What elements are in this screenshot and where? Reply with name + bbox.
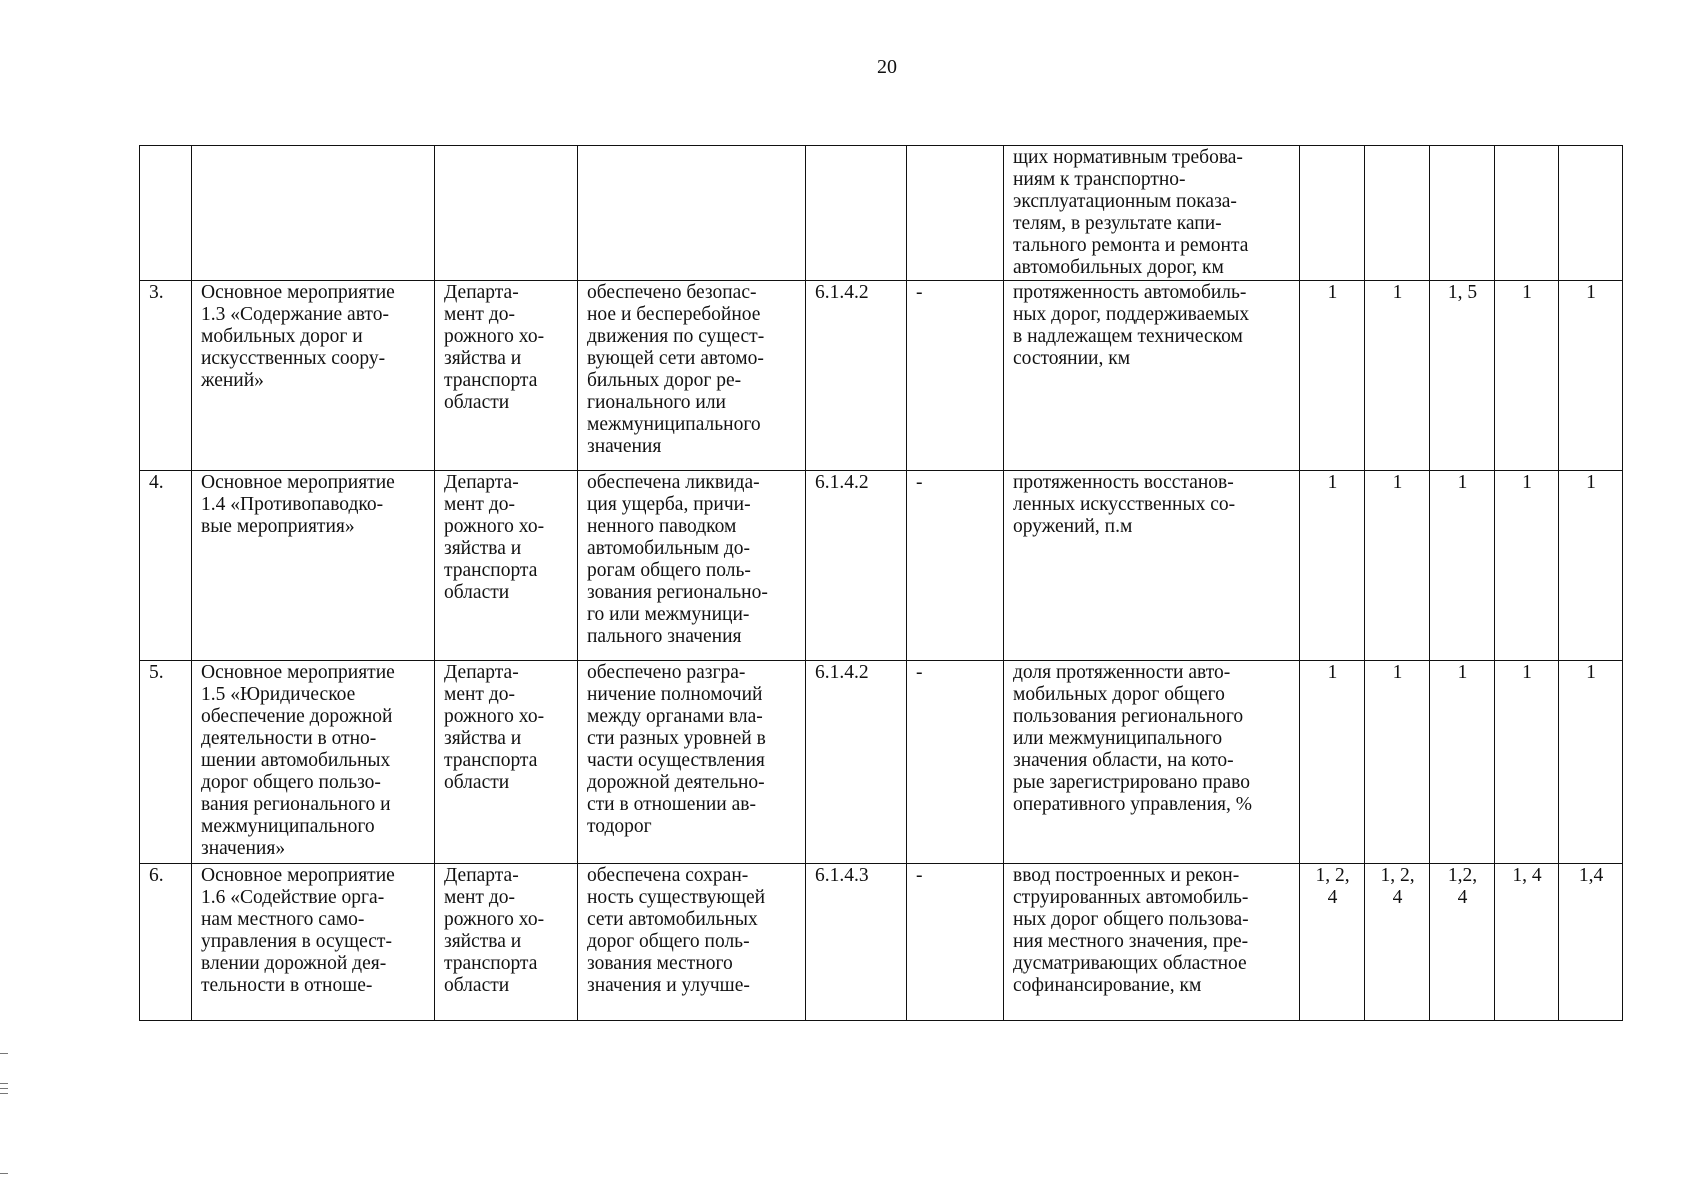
cell-num bbox=[140, 661, 192, 864]
dash-text: - bbox=[916, 282, 923, 303]
cell-value bbox=[1300, 281, 1365, 471]
event-line: мобильных дорог и bbox=[201, 326, 363, 347]
executor-line: области bbox=[444, 392, 510, 413]
indicator-line: или межмуниципального bbox=[1013, 728, 1223, 749]
cell-value bbox=[1300, 146, 1365, 281]
cell-value bbox=[1365, 146, 1430, 281]
dash-text: - bbox=[916, 472, 923, 493]
event-line: влении дорожной дея- bbox=[201, 953, 387, 974]
cell-value bbox=[1430, 281, 1495, 471]
cell-executor bbox=[435, 864, 578, 1021]
cell-value bbox=[1430, 146, 1495, 281]
cell-indicator bbox=[1004, 281, 1300, 471]
event-line: 1.3 «Содержание авто- bbox=[201, 304, 389, 325]
value-line: 1,2, bbox=[1447, 865, 1478, 886]
executor-line: области bbox=[444, 582, 510, 603]
value-line: 1, 2, bbox=[1315, 865, 1350, 886]
executor-line: Департа- bbox=[444, 282, 519, 303]
cell-value bbox=[1559, 146, 1623, 281]
value-line: 1, 4 bbox=[1512, 865, 1542, 886]
event-line: значения» bbox=[201, 838, 286, 859]
indicator-line: струированных автомобиль- bbox=[1013, 887, 1249, 908]
event-line: обеспечение дорожной bbox=[201, 706, 393, 727]
dash-text: - bbox=[916, 662, 923, 683]
cell-result bbox=[578, 661, 806, 864]
cell-indicator bbox=[1004, 864, 1300, 1021]
event-line: Основное мероприятие bbox=[201, 472, 395, 493]
executor-line: рожного хо- bbox=[444, 706, 545, 727]
value-line: 1, 5 bbox=[1447, 282, 1478, 303]
cell-value bbox=[1300, 864, 1365, 1021]
cell-value bbox=[1430, 661, 1495, 864]
cell-event bbox=[192, 146, 435, 281]
cell-value bbox=[1430, 864, 1495, 1021]
table-row-continuation bbox=[140, 146, 1623, 281]
cell-executor bbox=[435, 661, 578, 864]
cell-dash bbox=[907, 146, 1004, 281]
table-row bbox=[140, 471, 1623, 661]
indicator-line: дусматривающих областное bbox=[1013, 953, 1247, 974]
result-line: пального значения bbox=[587, 626, 742, 647]
value-line: 1, 2, bbox=[1380, 865, 1415, 886]
indicator-line: эксплуатационным показа- bbox=[1013, 191, 1237, 212]
event-line: Основное мероприятие bbox=[201, 865, 395, 886]
executor-line: Департа- bbox=[444, 865, 519, 886]
event-line: жений» bbox=[201, 370, 264, 391]
margin-mark bbox=[0, 1088, 8, 1089]
value-line: 1 bbox=[1392, 282, 1403, 303]
cell-code bbox=[806, 864, 907, 1021]
value-line: 1,4 bbox=[1578, 865, 1604, 886]
indicator-line: доля протяженности авто- bbox=[1013, 662, 1231, 683]
event-line: 1.6 «Содействие орга- bbox=[201, 887, 385, 908]
cell-num bbox=[140, 864, 192, 1021]
event-line: тельности в отноше- bbox=[201, 975, 373, 996]
cell-executor bbox=[435, 146, 578, 281]
code-text: 6.1.4.2 bbox=[815, 472, 869, 493]
event-line: 1.5 «Юридическое bbox=[201, 684, 356, 705]
indicator-line: мобильных дорог общего bbox=[1013, 684, 1225, 705]
event-line: Основное мероприятие bbox=[201, 282, 395, 303]
result-line: ничение полномочий bbox=[587, 684, 763, 705]
indicator-line: протяженность автомобиль- bbox=[1013, 282, 1247, 303]
indicator-line: ленных искусственных со- bbox=[1013, 494, 1236, 515]
value-line: 1 bbox=[1586, 282, 1596, 303]
indicator-line: оперативного управления, % bbox=[1013, 794, 1252, 815]
executor-line: рожного хо- bbox=[444, 516, 545, 537]
result-line: сети автомобильных bbox=[587, 909, 758, 930]
margin-mark bbox=[0, 1173, 8, 1174]
result-line: сти в отношении ав- bbox=[587, 794, 756, 815]
table-row bbox=[140, 661, 1623, 864]
result-line: гионального или bbox=[587, 392, 726, 413]
result-line: части осуществления bbox=[587, 750, 765, 771]
table-row bbox=[140, 281, 1623, 471]
value-line: 1 bbox=[1522, 662, 1532, 683]
margin-mark bbox=[0, 1093, 8, 1094]
dash-text: - bbox=[916, 865, 923, 886]
value-line: 1 bbox=[1327, 662, 1338, 683]
result-line: ное и бесперебойное bbox=[587, 304, 761, 325]
cell-code bbox=[806, 661, 907, 864]
cell-value bbox=[1559, 864, 1623, 1021]
cell-dash bbox=[907, 281, 1004, 471]
cell-event bbox=[192, 471, 435, 661]
cell-value bbox=[1365, 864, 1430, 1021]
result-line: го или межмуници- bbox=[587, 604, 750, 625]
executor-line: транспорта bbox=[444, 560, 538, 581]
result-line: зования местного bbox=[587, 953, 733, 974]
cell-value bbox=[1559, 281, 1623, 471]
result-line: ность существующей bbox=[587, 887, 766, 908]
cell-code bbox=[806, 471, 907, 661]
cell-result bbox=[578, 864, 806, 1021]
executor-line: зяйства и bbox=[444, 348, 522, 369]
row-number: 6. bbox=[149, 865, 164, 886]
event-line: нам местного само- bbox=[201, 909, 365, 930]
event-line: деятельности в отно- bbox=[201, 728, 377, 749]
executor-line: рожного хо- bbox=[444, 909, 545, 930]
row-number: 5. bbox=[149, 662, 164, 683]
indicator-line: пользования регионального bbox=[1013, 706, 1244, 727]
indicator-line: щих нормативным требова- bbox=[1013, 147, 1243, 168]
page-number: 20 bbox=[877, 56, 897, 78]
value-line: 1 bbox=[1522, 282, 1532, 303]
code-text: 6.1.4.3 bbox=[815, 865, 869, 886]
cell-executor bbox=[435, 281, 578, 471]
executor-line: мент до- bbox=[444, 304, 515, 325]
value-line: 4 bbox=[1392, 887, 1403, 908]
code-text: 6.1.4.2 bbox=[815, 662, 869, 683]
indicator-line: ных дорог общего пользова- bbox=[1013, 909, 1249, 930]
cell-value bbox=[1495, 281, 1559, 471]
event-line: 1.4 «Противопаводко- bbox=[201, 494, 384, 515]
indicator-line: состоянии, км bbox=[1013, 348, 1131, 369]
table-row bbox=[140, 864, 1623, 1021]
cell-dash bbox=[907, 864, 1004, 1021]
result-line: обеспечена сохран- bbox=[587, 865, 749, 886]
indicator-line: автомобильных дорог, км bbox=[1013, 257, 1224, 278]
cell-dash bbox=[907, 661, 1004, 864]
cell-result bbox=[578, 471, 806, 661]
result-line: межмуниципального bbox=[587, 414, 761, 435]
cell-result bbox=[578, 281, 806, 471]
executor-line: мент до- bbox=[444, 887, 515, 908]
result-line: сти разных уровней в bbox=[587, 728, 766, 749]
result-line: между органами вла- bbox=[587, 706, 763, 727]
executor-line: рожного хо- bbox=[444, 326, 545, 347]
cell-num bbox=[140, 146, 192, 281]
cell-value bbox=[1300, 471, 1365, 661]
row-number: 4. bbox=[149, 472, 164, 493]
executor-line: зяйства и bbox=[444, 728, 522, 749]
cell-code bbox=[806, 146, 907, 281]
value-line: 1 bbox=[1457, 662, 1468, 683]
result-line: значения и улучше- bbox=[587, 975, 750, 996]
event-line: вые мероприятия» bbox=[201, 516, 355, 537]
result-line: бильных дорог ре- bbox=[587, 370, 742, 391]
value-line: 1 bbox=[1392, 472, 1403, 493]
margin-mark bbox=[0, 1083, 8, 1084]
value-line: 1 bbox=[1586, 662, 1596, 683]
result-line: обеспечена ликвида- bbox=[587, 472, 760, 493]
cell-num bbox=[140, 471, 192, 661]
cell-indicator bbox=[1004, 661, 1300, 864]
executor-line: зяйства и bbox=[444, 538, 522, 559]
result-line: дорожной деятельно- bbox=[587, 772, 765, 793]
executor-line: области bbox=[444, 772, 510, 793]
cell-code bbox=[806, 281, 907, 471]
result-line: ненного паводком bbox=[587, 516, 737, 537]
code-text: 6.1.4.2 bbox=[815, 282, 869, 303]
indicator-line: ниям к транспортно- bbox=[1013, 169, 1186, 190]
cell-value bbox=[1559, 471, 1623, 661]
result-line: обеспечено безопас- bbox=[587, 282, 757, 303]
result-line: вующей сети автомо- bbox=[587, 348, 764, 369]
indicator-line: значения области, на кото- bbox=[1013, 750, 1234, 771]
value-line: 1 bbox=[1457, 472, 1468, 493]
result-line: тодорог bbox=[587, 816, 652, 837]
event-line: шении автомобильных bbox=[201, 750, 391, 771]
cell-event bbox=[192, 661, 435, 864]
cell-result bbox=[578, 146, 806, 281]
result-line: движения по сущест- bbox=[587, 326, 765, 347]
cell-event bbox=[192, 281, 435, 471]
result-line: дорог общего поль- bbox=[587, 931, 750, 952]
table-body bbox=[140, 146, 1623, 1021]
value-line: 1 bbox=[1392, 662, 1403, 683]
cell-value bbox=[1365, 471, 1430, 661]
event-line: искусственных соору- bbox=[201, 348, 386, 369]
executor-line: транспорта bbox=[444, 370, 538, 391]
cell-num bbox=[140, 281, 192, 471]
value-line: 1 bbox=[1327, 282, 1338, 303]
cell-event bbox=[192, 864, 435, 1021]
executor-line: области bbox=[444, 975, 510, 996]
cell-value bbox=[1559, 661, 1623, 864]
result-line: ция ущерба, причи- bbox=[587, 494, 751, 515]
event-line: межмуниципального bbox=[201, 816, 375, 837]
result-line: автомобильным до- bbox=[587, 538, 751, 559]
executor-line: мент до- bbox=[444, 494, 515, 515]
indicator-line: тального ремонта и ремонта bbox=[1013, 235, 1249, 256]
event-line: дорог общего пользо- bbox=[201, 772, 381, 793]
cell-value bbox=[1495, 661, 1559, 864]
cell-value bbox=[1300, 661, 1365, 864]
indicator-line: протяженность восстанов- bbox=[1013, 472, 1234, 493]
event-line: Основное мероприятие bbox=[201, 662, 395, 683]
executor-line: мент до- bbox=[444, 684, 515, 705]
cell-value bbox=[1495, 864, 1559, 1021]
value-line: 1 bbox=[1586, 472, 1596, 493]
cell-indicator bbox=[1004, 146, 1300, 281]
cell-value bbox=[1495, 471, 1559, 661]
executor-line: транспорта bbox=[444, 953, 538, 974]
cell-value bbox=[1365, 281, 1430, 471]
cell-dash bbox=[907, 471, 1004, 661]
result-line: рогам общего поль- bbox=[587, 560, 751, 581]
cell-executor bbox=[435, 471, 578, 661]
value-line: 1 bbox=[1522, 472, 1532, 493]
cell-indicator bbox=[1004, 471, 1300, 661]
event-line: управления в осущест- bbox=[201, 931, 392, 952]
indicator-line: рые зарегистрировано право bbox=[1013, 772, 1251, 793]
result-line: зования регионально- bbox=[587, 582, 768, 603]
indicator-line: ввод построенных и рекон- bbox=[1013, 865, 1240, 886]
executor-line: Департа- bbox=[444, 472, 519, 493]
indicator-line: в надлежащем техническом bbox=[1013, 326, 1243, 347]
row-number: 3. bbox=[149, 282, 164, 303]
indicator-line: софинансирование, км bbox=[1013, 975, 1202, 996]
measures-table bbox=[139, 145, 1623, 1021]
cell-value bbox=[1430, 471, 1495, 661]
value-line: 1 bbox=[1327, 472, 1338, 493]
cell-value bbox=[1495, 146, 1559, 281]
indicator-line: оружений, п.м bbox=[1013, 516, 1133, 537]
value-line: 4 bbox=[1457, 887, 1468, 908]
executor-line: зяйства и bbox=[444, 931, 522, 952]
indicator-line: ния местного значения, пре- bbox=[1013, 931, 1249, 952]
executor-line: транспорта bbox=[444, 750, 538, 771]
indicator-line: телям, в результате капи- bbox=[1013, 213, 1222, 234]
value-line: 4 bbox=[1327, 887, 1338, 908]
margin-mark bbox=[0, 1053, 8, 1054]
executor-line: Департа- bbox=[444, 662, 519, 683]
indicator-line: ных дорог, поддерживаемых bbox=[1013, 304, 1250, 325]
cell-value bbox=[1365, 661, 1430, 864]
event-line: вания регионального и bbox=[201, 794, 391, 815]
result-line: обеспечено разгра- bbox=[587, 662, 746, 683]
result-line: значения bbox=[587, 436, 662, 457]
